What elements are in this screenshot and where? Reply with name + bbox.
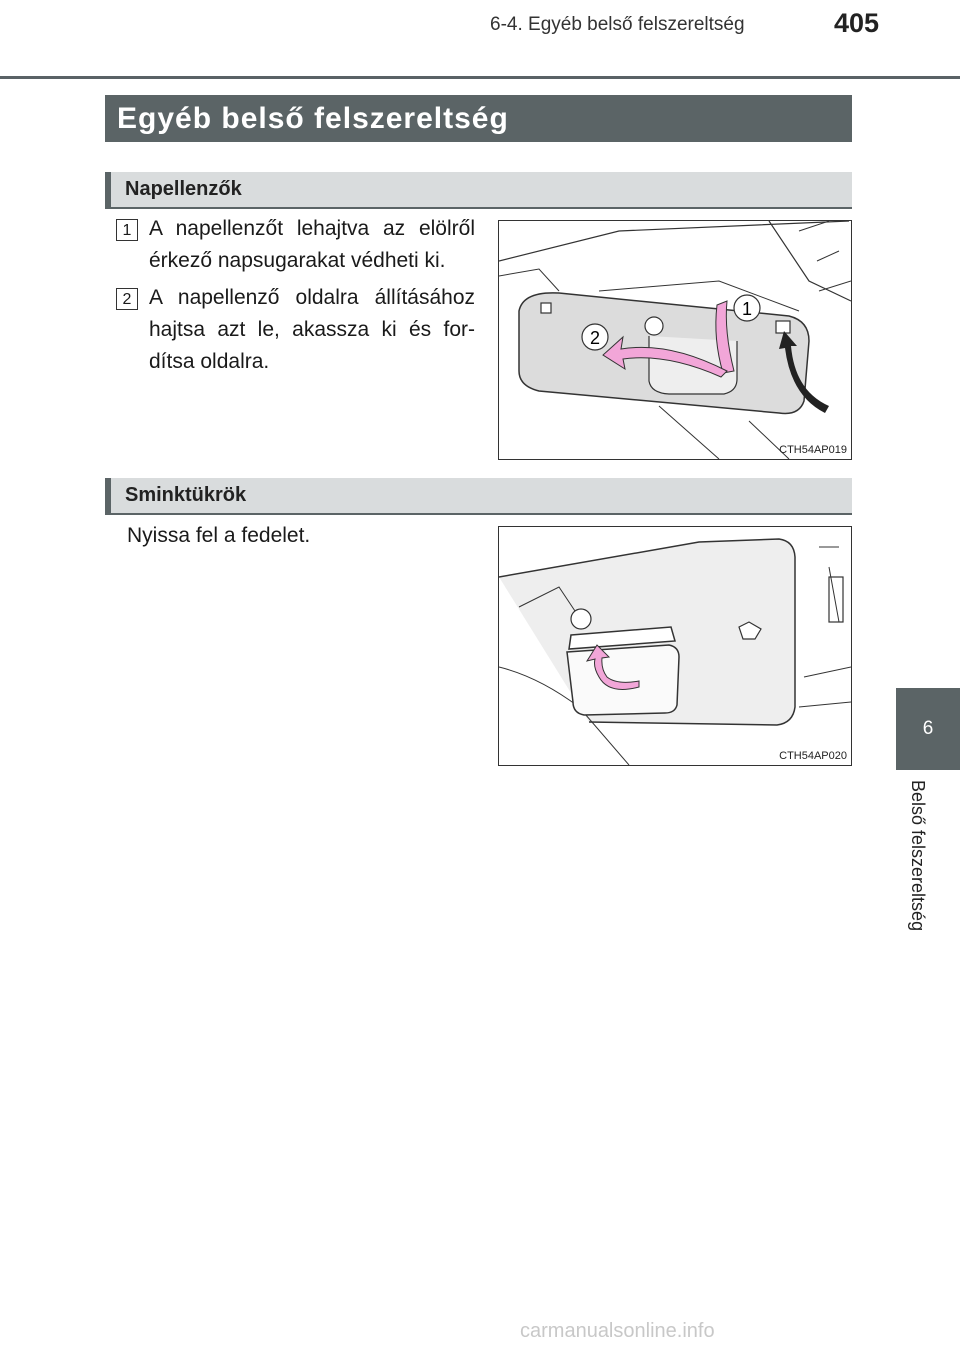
section-heading-sun-visors (105, 172, 852, 209)
figure-code: CTH54AP020 (779, 750, 847, 762)
chapter-tab (896, 688, 960, 770)
step-text-1: A napellenzőt lehajtva az elölről érkező napsugarakat védheti ki. (149, 217, 475, 272)
callout-2-label: 2 (589, 328, 601, 348)
section-heading-label: Sminktükrök (125, 484, 247, 506)
chapter-header: 6-4. Egyéb belső felszereltség (490, 14, 745, 35)
section-heading-vanity-mirrors (105, 478, 852, 515)
sun-visor-illustration (499, 221, 851, 459)
section-heading-label: Napellenzők (125, 178, 242, 200)
mirror-instruction: Nyissa fel a fedelet. (127, 524, 311, 547)
chapter-tab-label: Belső felszereltség (908, 780, 928, 932)
callout-1-label: 1 (741, 299, 753, 319)
figure-vanity-mirror (498, 526, 852, 766)
watermark: carmanualsonline.info (520, 1320, 715, 1342)
step-badge-1: 1 (116, 219, 138, 241)
page-number: 405 (834, 8, 880, 38)
figure-code: CTH54AP019 (779, 444, 847, 456)
chapter-tab-number: 6 (922, 718, 934, 739)
step-badge-2: 2 (116, 288, 138, 310)
vanity-mirror-illustration (499, 527, 851, 765)
step-text-2: A napellenző oldalra állításához hajtsa azt le, akassza ki és for-dítsa oldalra. (149, 286, 475, 373)
header-rule (0, 76, 960, 79)
figure-sun-visor (498, 220, 852, 460)
page-title: Egyéb belső felszereltség (105, 95, 852, 142)
